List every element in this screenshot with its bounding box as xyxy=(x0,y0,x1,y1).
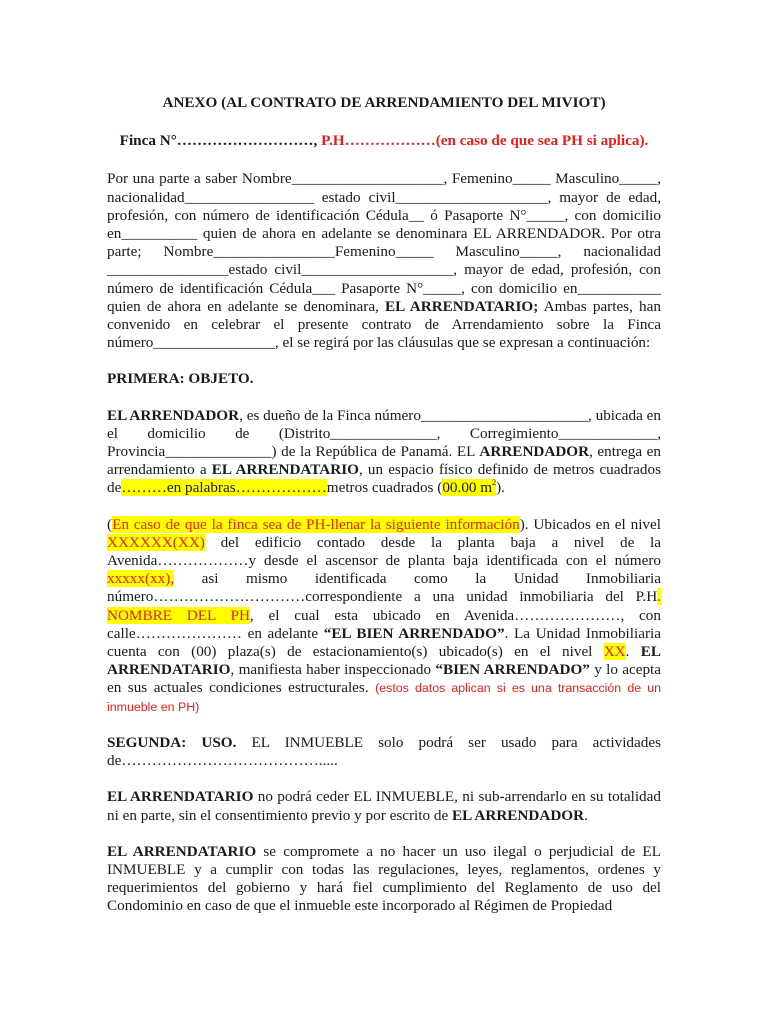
arrendatario-term: EL ARRENDATARIO; xyxy=(385,297,539,315)
ph-text-8: y lo acepta en sus actuales condiciones estructurales. xyxy=(107,661,661,697)
elevator-number-highlight: xxxxx(xx), xyxy=(107,570,175,588)
document-page xyxy=(107,88,661,916)
arrendatario-term-3: EL ARRENDATARIO xyxy=(107,643,661,679)
bien-arrendado-term: “EL BIEN ARRENDADO” xyxy=(323,624,505,642)
parking-level-highlight: XX xyxy=(603,643,626,661)
segunda-text-1: EL INMUEBLE solo podrá ser usado para actividades de…………………………………..... xyxy=(107,733,661,770)
document-title: ANEXO (AL CONTRATO DE ARRENDAMIENTO DEL MIVIOT) xyxy=(162,94,606,111)
ph-information-paragraph xyxy=(107,516,661,716)
primera-text-3: , un espacio físico definido de metros cuadrados de xyxy=(107,461,662,497)
finca-line xyxy=(107,132,661,150)
legal-use-paragraph xyxy=(107,843,661,916)
parties-text-1: Por una parte a saber Nombre____________________, Femenino_____ Masculino_____, nacionalidad_________________ estado civil____________________, mayor de edad, profesión, con número de identificación Cédula__ ó Pasaporte N°_____, con domicilio en__________ quien de ahora en adelante se denominara EL ARRENDADOR. Por otra parte; Nombre________________Femenino_____ Masculino_____, nacionalidad ________________estado civil____________________, mayor de edad, profesión, con número de identificación Cédula___ Pasaporte N°_____, con domicilio en___________ quien de ahora en adelante se denominara, xyxy=(107,170,661,315)
no-sublease-text-2: . xyxy=(584,806,588,824)
ph-text-5: . La Unidad Inmobiliaria cuenta con (00) plaza(s) de estacionamiento(s) ubicado(s) en el nivel xyxy=(107,624,661,661)
arrendador-term: EL ARRENDADOR xyxy=(107,406,240,424)
clause-primera-heading xyxy=(107,370,661,388)
ph-text-6: . xyxy=(625,643,641,661)
finca-ph-end: . xyxy=(644,132,649,150)
finca-number-label: Finca N°………………………, xyxy=(119,132,318,150)
clause-primera-paragraph xyxy=(107,407,661,498)
ph-open-paren: ( xyxy=(107,515,113,533)
arrendatario-term-5: EL ARRENDATARIO xyxy=(107,842,257,860)
parties-text-2: Ambas partes, han convenido en celebrar el presente contrato de Arrendamiento sobre la Finca número________________, el se regirá por las cláusulas que se expresan a continuación: xyxy=(107,297,661,352)
area-number-highlight xyxy=(442,479,496,496)
ph-text-1: ). Ubicados en el nivel xyxy=(519,515,661,533)
legal-use-text: se compromete a no hacer un uso ilegal o perjudicial de EL INMUEBLE y a cumplir con todas las regulaciones, leyes, reglamentos, ordenes y requerimientos del gobierno y hará fiel cumplimiento del Reglamento de uso del Condominio en caso de que el inmueble este incorporado al Régimen de Propiedad xyxy=(107,842,661,915)
segunda-heading: SEGUNDA: USO. xyxy=(107,733,237,751)
ph-text-2: del edificio contado desde la planta baja a nivel de la Avenida………………y desde el ascensor de planta baja identificada con el número xyxy=(107,533,661,570)
ph-name-highlight: . NOMBRE DEL PH xyxy=(107,588,661,624)
area-in-words-highlight: ………en palabras……………… xyxy=(121,479,327,497)
arrendador-term-2: ARRENDADOR xyxy=(479,443,590,461)
arrendatario-term-4: EL ARRENDATARIO xyxy=(107,788,254,806)
primera-text-5: ). xyxy=(496,479,505,497)
primera-heading-text: PRIMERA: OBJETO. xyxy=(107,370,254,388)
area-number-value: 00.00 m xyxy=(442,479,493,497)
ph-applicability-note: (estos datos aplican si es una transacción de un inmueble en PH) xyxy=(107,681,661,714)
ph-text-3: asi mismo identificada como la Unidad Inmobiliaria número…………………………correspondiente a una unidad inmobiliaria del P.H xyxy=(107,570,661,606)
finca-ph-note: P.H………………(en caso de que sea PH si aplica) xyxy=(321,132,645,150)
no-sublease-text-1: no podrá ceder EL INMUEBLE, ni sub-arrendarlo en su totalidad ni en parte, sin el consentimiento previo y por escrito de xyxy=(107,788,661,824)
primera-text-2: , entrega en arrendamiento a xyxy=(107,443,661,479)
ph-text-4: , el cual esta ubicado en Avenida…………………, con calle………………… en adelante xyxy=(107,606,661,642)
clause-segunda-paragraph xyxy=(107,734,661,770)
bien-arrendado-term-2: “BIEN ARRENDADO” xyxy=(435,661,590,679)
level-placeholder-highlight: XXXXXX(XX) xyxy=(107,533,205,551)
arrendatario-term-2: EL ARRENDATARIO xyxy=(211,461,359,479)
primera-text-4: metros cuadrados ( xyxy=(326,479,443,497)
area-unit-superscript: 2 xyxy=(492,478,497,488)
no-sublease-paragraph xyxy=(107,788,661,824)
ph-text-7: , manifiesta haber inspeccionado xyxy=(230,661,436,679)
parties-paragraph xyxy=(107,170,661,352)
ph-instruction-highlight: En caso de que la finca sea de PH-llenar la siguiente información xyxy=(112,515,520,533)
primera-text-1: , es dueño de la Finca número______________________, ubicada en el domicilio de (Distrito______________, Corregimiento_____________, Provincia______________) de la República de Panamá. EL xyxy=(107,406,661,461)
arrendador-term-3: EL ARRENDADOR xyxy=(452,806,585,824)
